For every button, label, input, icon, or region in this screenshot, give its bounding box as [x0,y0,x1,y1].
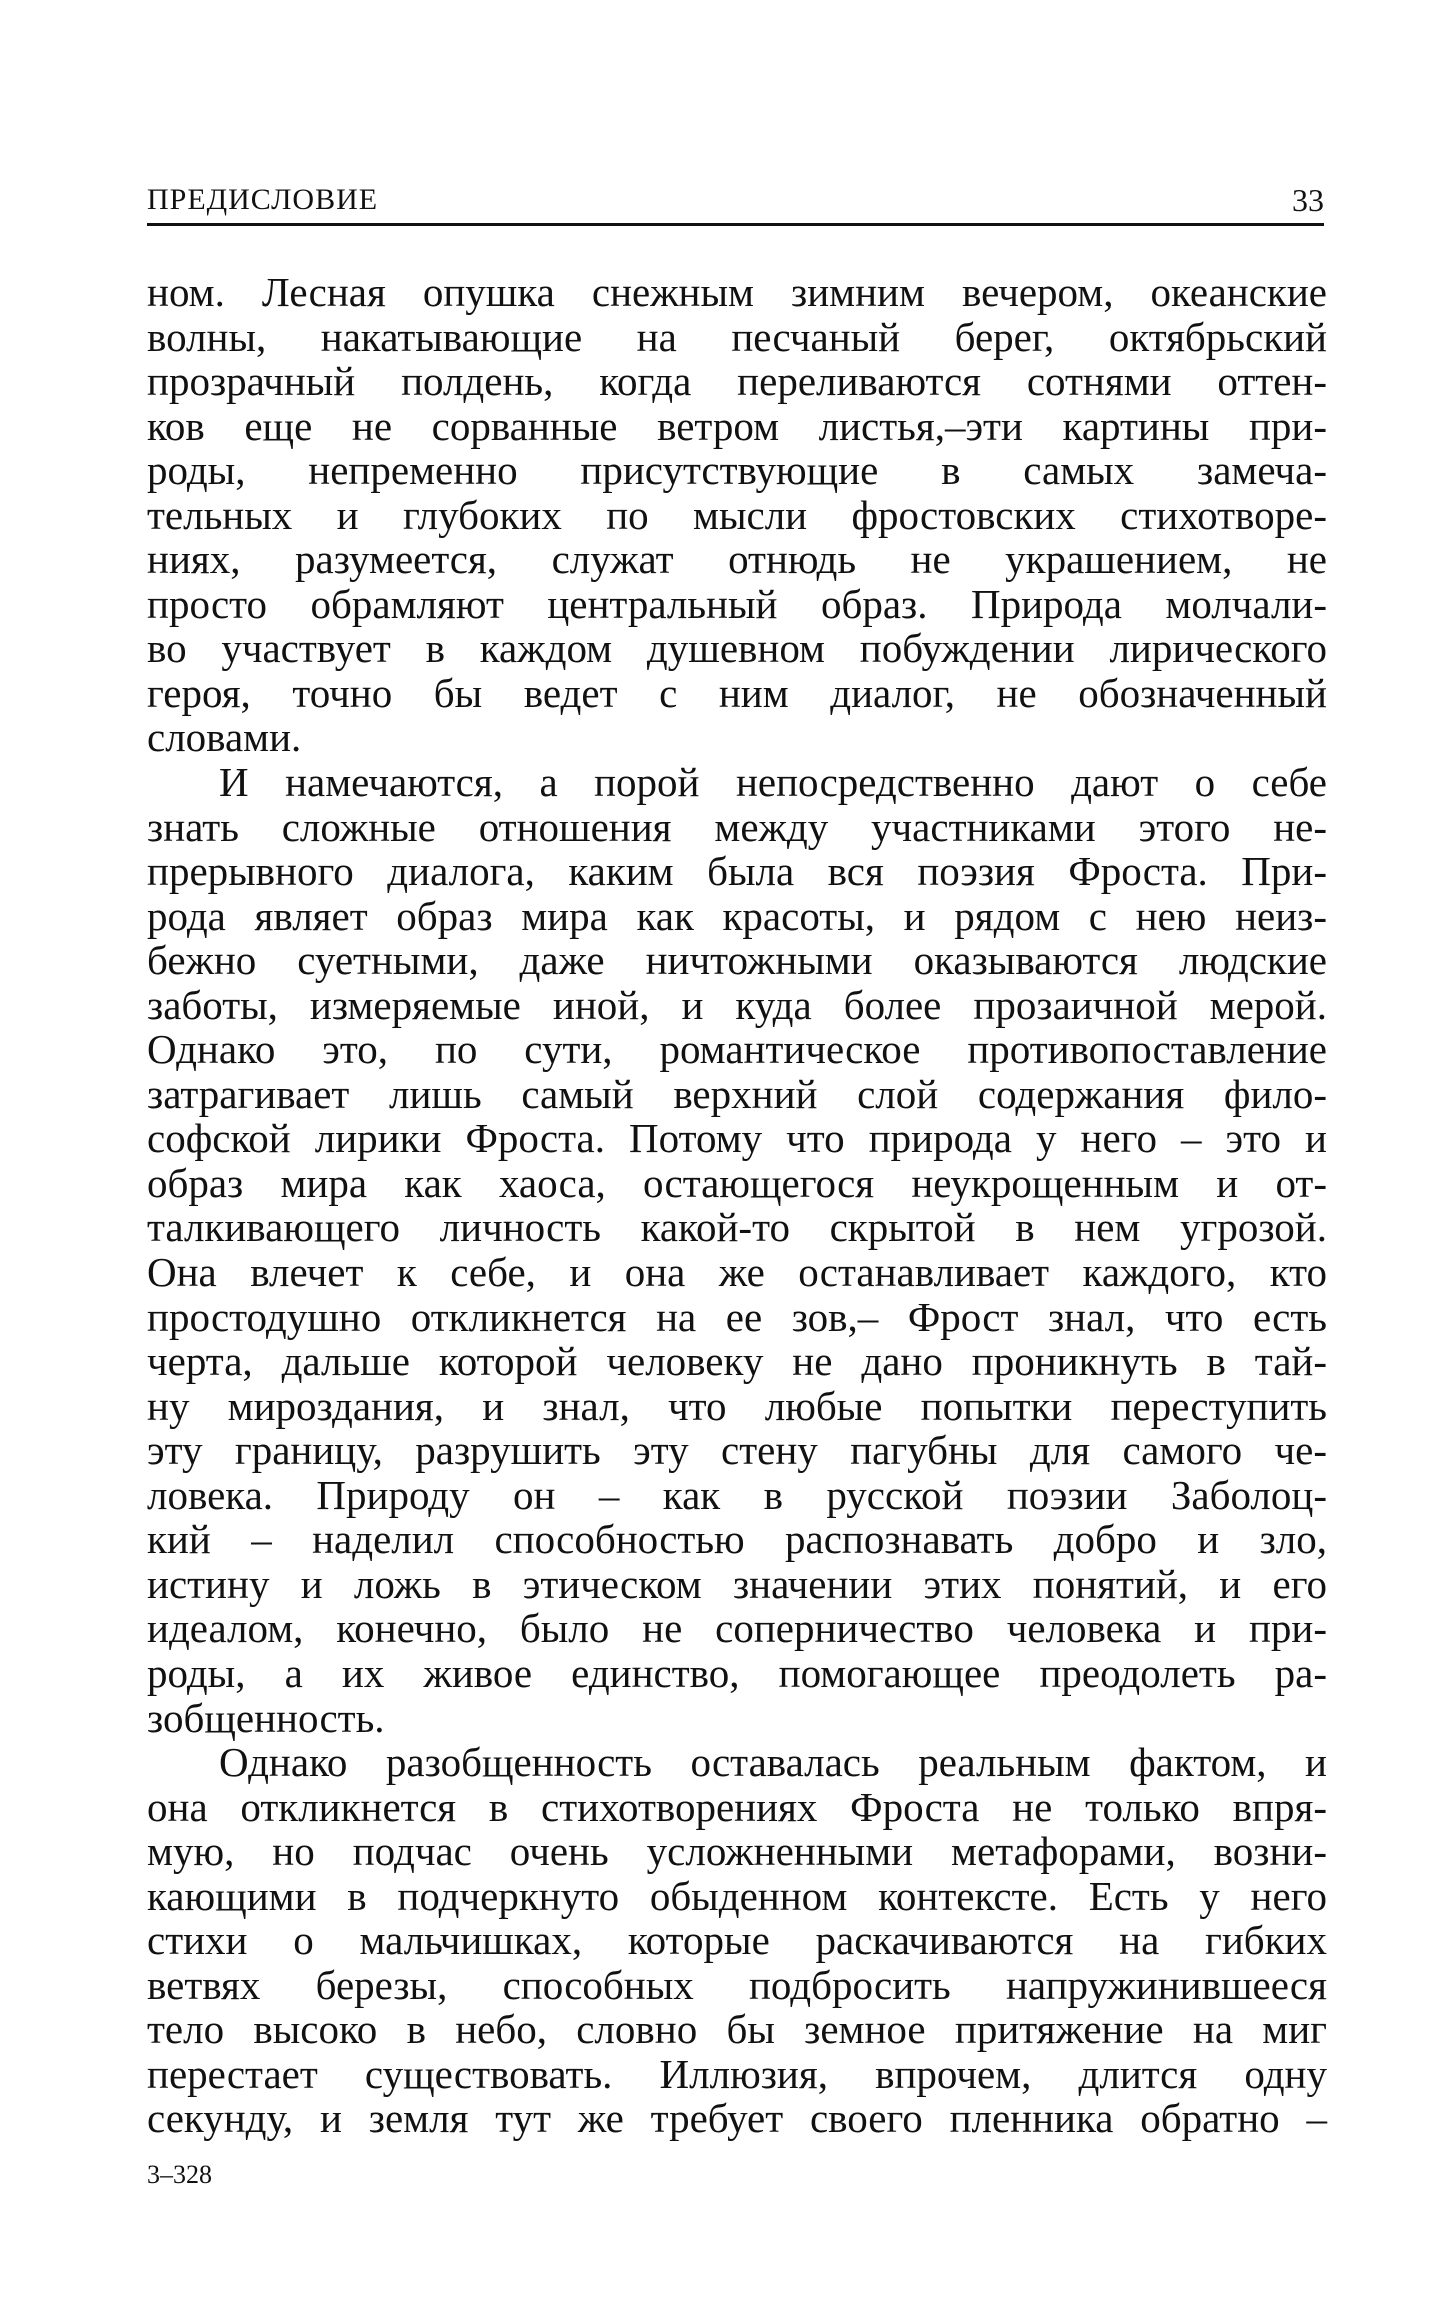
page-number: 33 [1292,182,1324,218]
text-line: ном. Лесная опушка снежным зимним вечером, океанские [147,269,1327,315]
body-text [147,270,1327,2141]
text-line: образ мира как хаоса, остающегося неукрощенным и от- [147,1159,1327,1206]
text-line: истину и ложь в этическом значении этих понятий, и его [147,1560,1327,1607]
text-line: эту границу, разрушить эту стену пагубны для самого че- [147,1427,1327,1474]
text-line: ниях, разумеется, служат отнюдь не украшением, не [147,536,1327,583]
text-line: волны, накатывающие на песчаный берег, октябрьский [147,313,1327,360]
text-line: стихи о мальчишках, которые раскачиваются на гибких [147,1917,1327,1964]
text-line: просто обрамляют центральный образ. Природа молчали- [147,580,1327,627]
text-line: знать сложные отношения между участниками этого не- [147,803,1327,850]
text-line: черта, дальше которой человеку не дано проникнуть в тай- [147,1338,1327,1385]
text-line: тельных и глубоких по мысли фростовских стихотворе- [147,491,1327,538]
text-line: простодушно откликнется на ее зов,– Фрост знал, что есть [147,1293,1327,1340]
text-line: перестает существовать. Иллюзия, впрочем, длится одну [147,2050,1327,2097]
text-line: идеалом, конечно, было не соперничество человека и при- [147,1605,1327,1652]
text-line: прозрачный полдень, когда переливаются сотнями оттен- [147,358,1327,405]
text-line: кий – наделил способностью распознавать добро и зло, [147,1516,1327,1563]
text-line: прерывного диалога, каким была вся поэзия Фроста. При- [147,848,1327,895]
text-line: ну мироздания, и знал, что любые попытки переступить [147,1382,1327,1429]
text-line: Однако это, по сути, романтическое противопоставление [147,1026,1327,1073]
text-line: зобщенность. [147,1694,385,1741]
text-line: талкивающего личность какой-то скрытой в нем угрозой. [147,1204,1327,1251]
text-line: заботы, измеряемые иной, и куда более прозаичной мерой. [147,981,1327,1028]
text-line: во участвует в каждом душевном побуждении лирического [147,625,1327,672]
text-line: ветвях березы, способных подбросить напружинившееся [147,1961,1327,2008]
text-line: роды, а их живое единство, помогающее преодолеть ра- [147,1649,1327,1696]
text-line: мую, но подчас очень усложненными метафорами, возни- [147,1828,1327,1875]
running-title: ПРЕДИСЛОВИЕ [147,183,379,216]
text-line: Она влечет к себе, и она же останавливает каждого, кто [147,1249,1327,1296]
text-line: тело высоко в небо, словно бы земное притяжение на миг [147,2006,1327,2053]
text-line: роды, непременно присутствующие в самых замеча- [147,447,1327,494]
running-head [147,183,1324,226]
text-line: словами. [147,714,302,761]
signature-mark: 3–328 [147,2160,212,2189]
text-line: И намечаются, а порой непосредственно дают о себе [219,759,1327,806]
text-line: секунду, и земля тут же требует своего пленника обратно – [147,2095,1327,2142]
text-line: рода являет образ мира как красоты, и рядом с нею неиз- [147,892,1327,939]
text-line: кающими в подчеркнуто обыденном контексте. Есть у него [147,1872,1327,1919]
text-line: бежно суетными, даже ничтожными оказываются людские [147,937,1327,984]
text-line: ков еще не сорванные ветром листья,–эти картины при- [147,402,1327,449]
text-line: ловека. Природу он – как в русской поэзии Заболоц- [147,1471,1327,1518]
text-line: затрагивает лишь самый верхний слой содержания фило- [147,1070,1327,1117]
text-line: софской лирики Фроста. Потому что природа у него – это и [147,1115,1327,1162]
text-line: Однако разобщенность оставалась реальным фактом, и [219,1739,1327,1786]
text-line: героя, точно бы ведет с ним диалог, не обозначенный [147,669,1327,716]
text-line: она откликнется в стихотворениях Фроста не только впря- [147,1783,1327,1830]
